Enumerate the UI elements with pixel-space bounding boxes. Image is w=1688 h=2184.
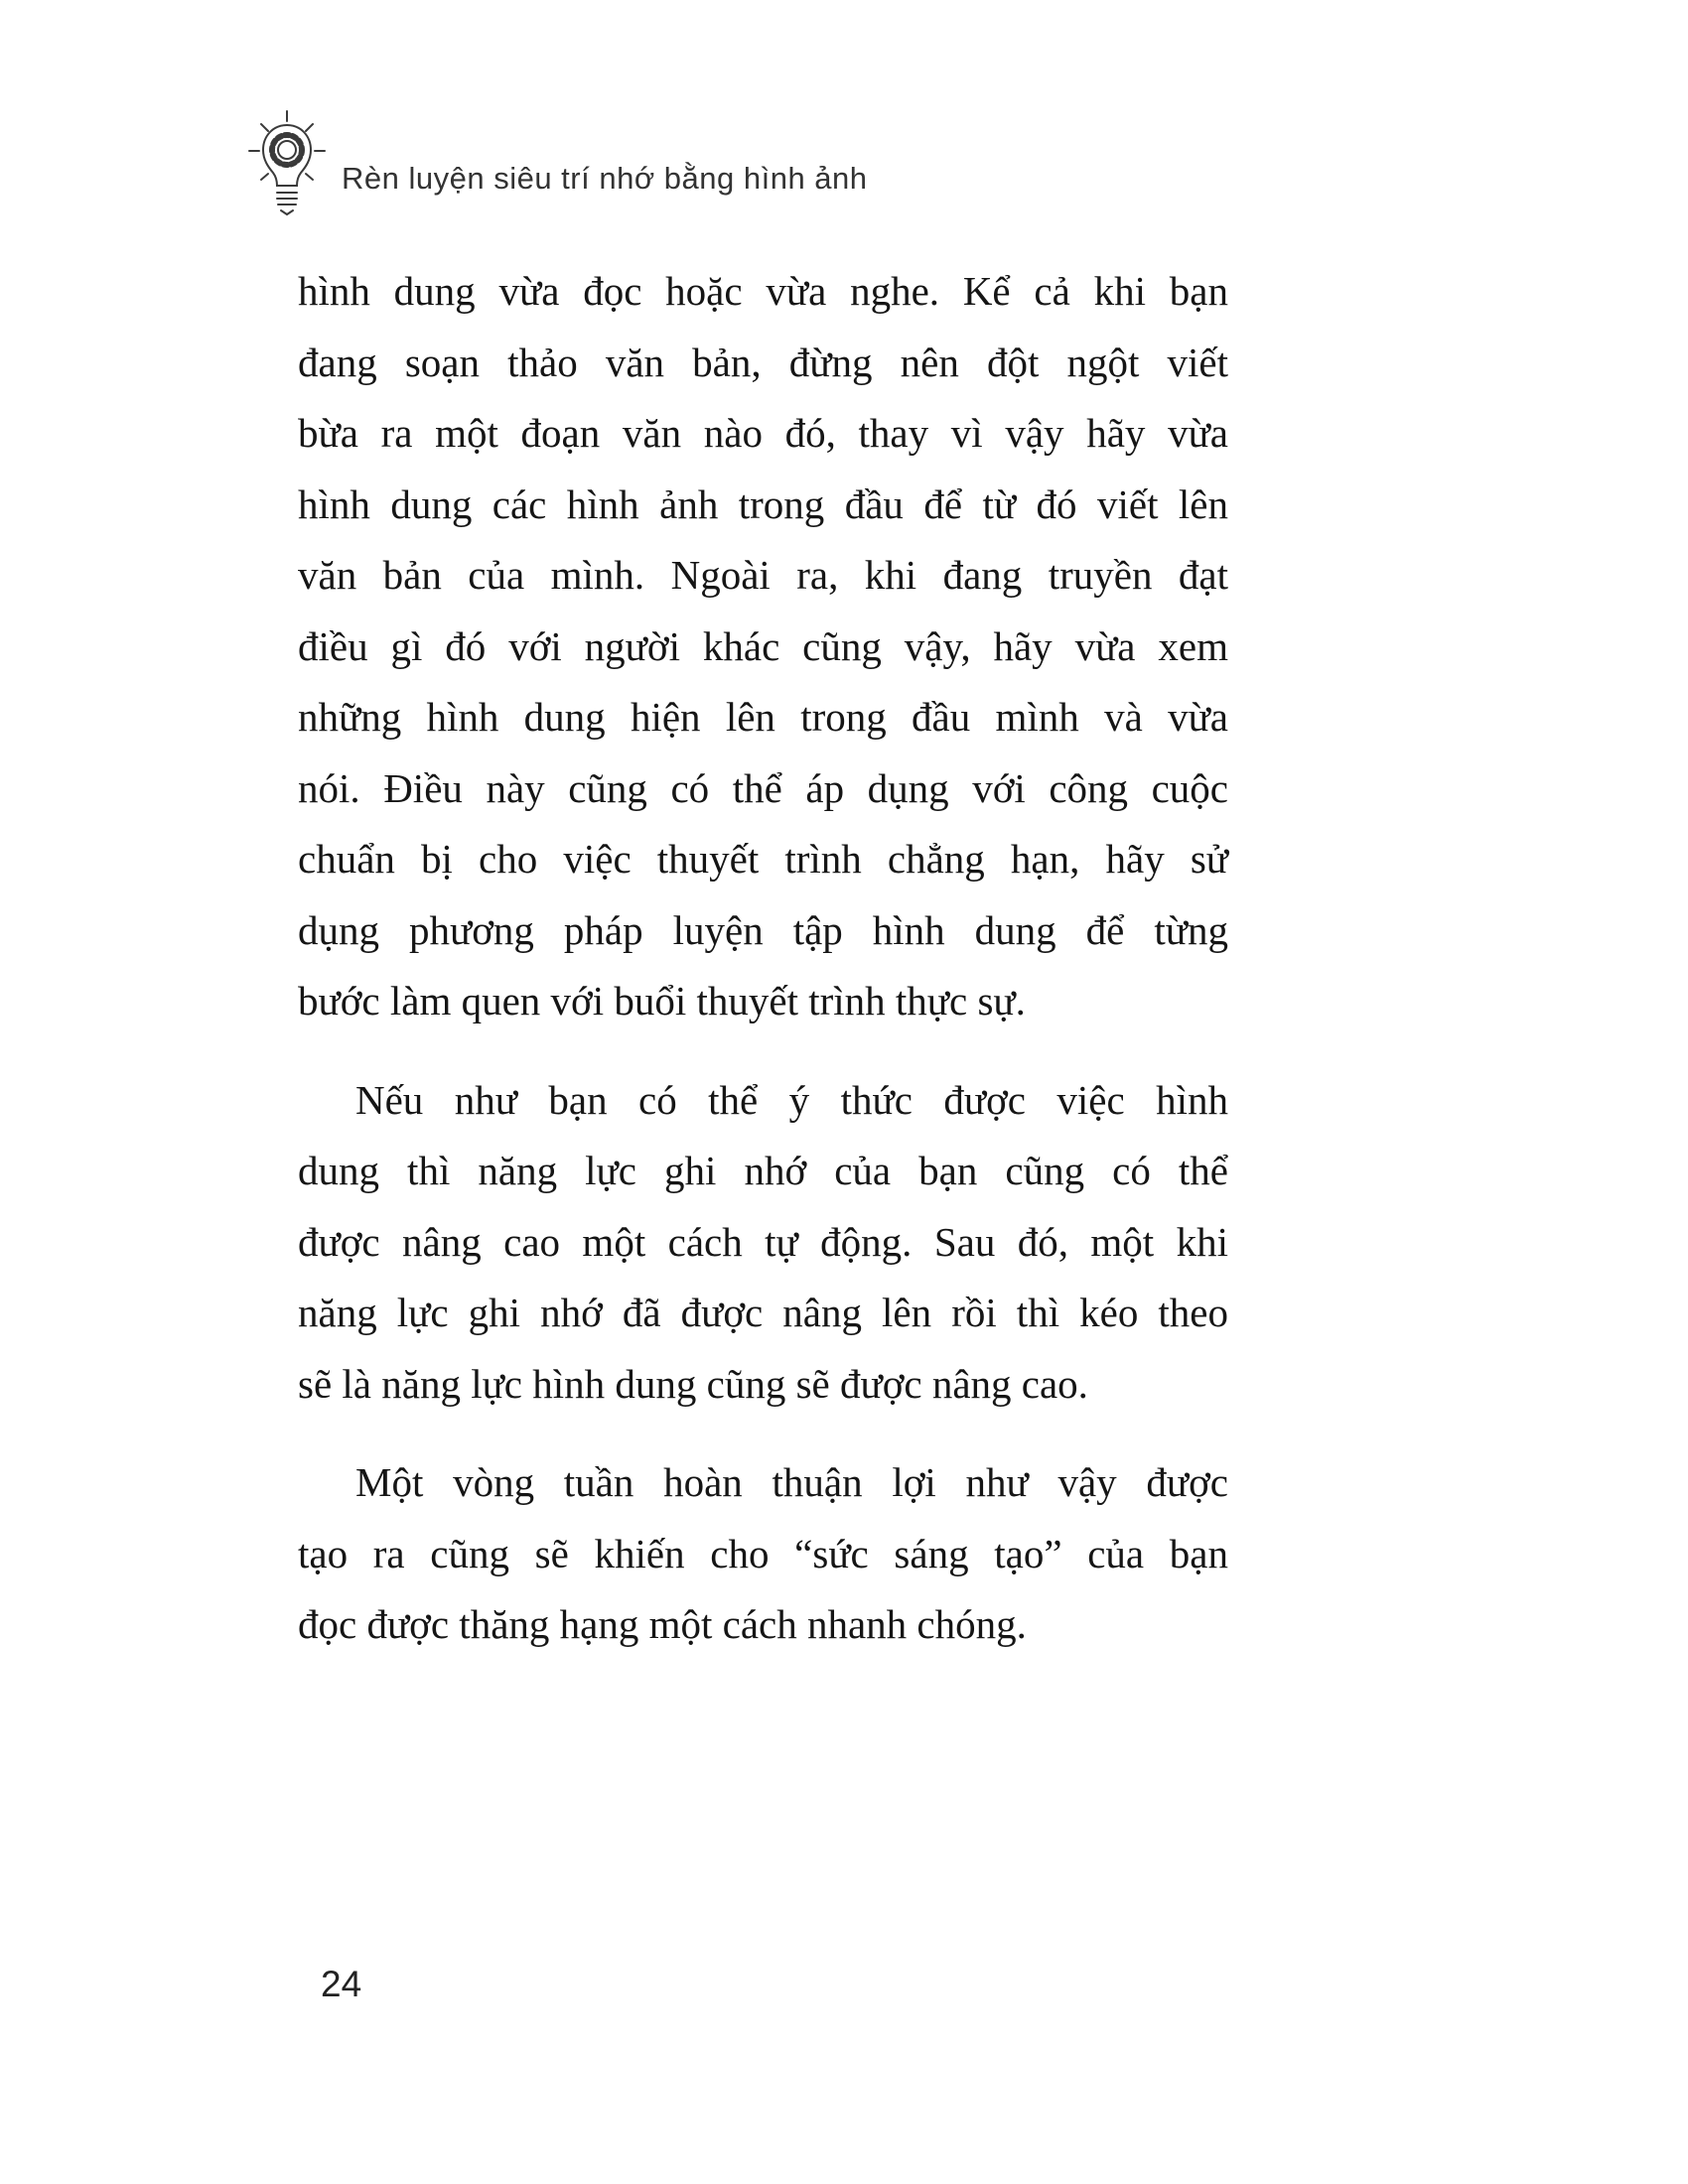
- text-line: năng lực ghi nhớ đã được nâng lên rồi thì kéo theo: [298, 1290, 1228, 1335]
- text-line: chuẩn bị cho việc thuyết trình chẳng hạn, hãy sử: [298, 836, 1228, 882]
- text-line: dung thì năng lực ghi nhớ của bạn cũng có thể: [298, 1148, 1228, 1193]
- paragraph-1: [298, 256, 1228, 1037]
- text-line: tạo ra cũng sẽ khiến cho “sức sáng tạo” của bạn: [298, 1530, 1228, 1576]
- text-line: được nâng cao một cách tự động. Sau đó, một khi: [298, 1218, 1228, 1265]
- text-line: hình dung các hình ảnh trong đầu để từ đó viết lên: [298, 480, 1228, 527]
- text-line: đọc được thăng hạng một cách nhanh chóng.: [298, 1601, 1027, 1647]
- text-line: nói. Điều này cũng có thể áp dụng với công cuộc: [298, 764, 1228, 811]
- lightbulb-gear-icon: [246, 107, 328, 224]
- text-line: những hình dung hiện lên trong đầu mình và vừa: [298, 694, 1228, 740]
- text-line: Nếu như bạn có thể ý thức được việc hình: [355, 1076, 1228, 1123]
- text-line: bước làm quen với buổi thuyết trình thực sự.: [298, 978, 1026, 1024]
- text-line: dụng phương pháp luyện tập hình dung để từng: [298, 906, 1228, 953]
- text-line: điều gì đó với người khác cũng vậy, hãy vừa xem: [298, 622, 1228, 669]
- body-text: [298, 256, 1228, 1661]
- page-number: 24: [321, 1964, 362, 2004]
- paragraph-2: [298, 1065, 1228, 1421]
- text-line: sẽ là năng lực hình dung cũng sẽ được nâng cao.: [298, 1360, 1088, 1407]
- text-line: bừa ra một đoạn văn nào đó, thay vì vậy hãy vừa: [298, 410, 1228, 456]
- text-line: Một vòng tuần hoàn thuận lợi như vậy được: [355, 1459, 1228, 1505]
- text-line: văn bản của mình. Ngoài ra, khi đang truyền đạt: [298, 552, 1228, 598]
- header-title: Rèn luyện siêu trí nhớ bằng hình ảnh: [342, 161, 868, 196]
- text-line: hình dung vừa đọc hoặc vừa nghe. Kể cả khi bạn: [298, 268, 1228, 314]
- running-header: [246, 107, 868, 224]
- text-line: đang soạn thảo văn bản, đừng nên đột ngột viết: [298, 339, 1228, 385]
- paragraph-3: [298, 1447, 1228, 1661]
